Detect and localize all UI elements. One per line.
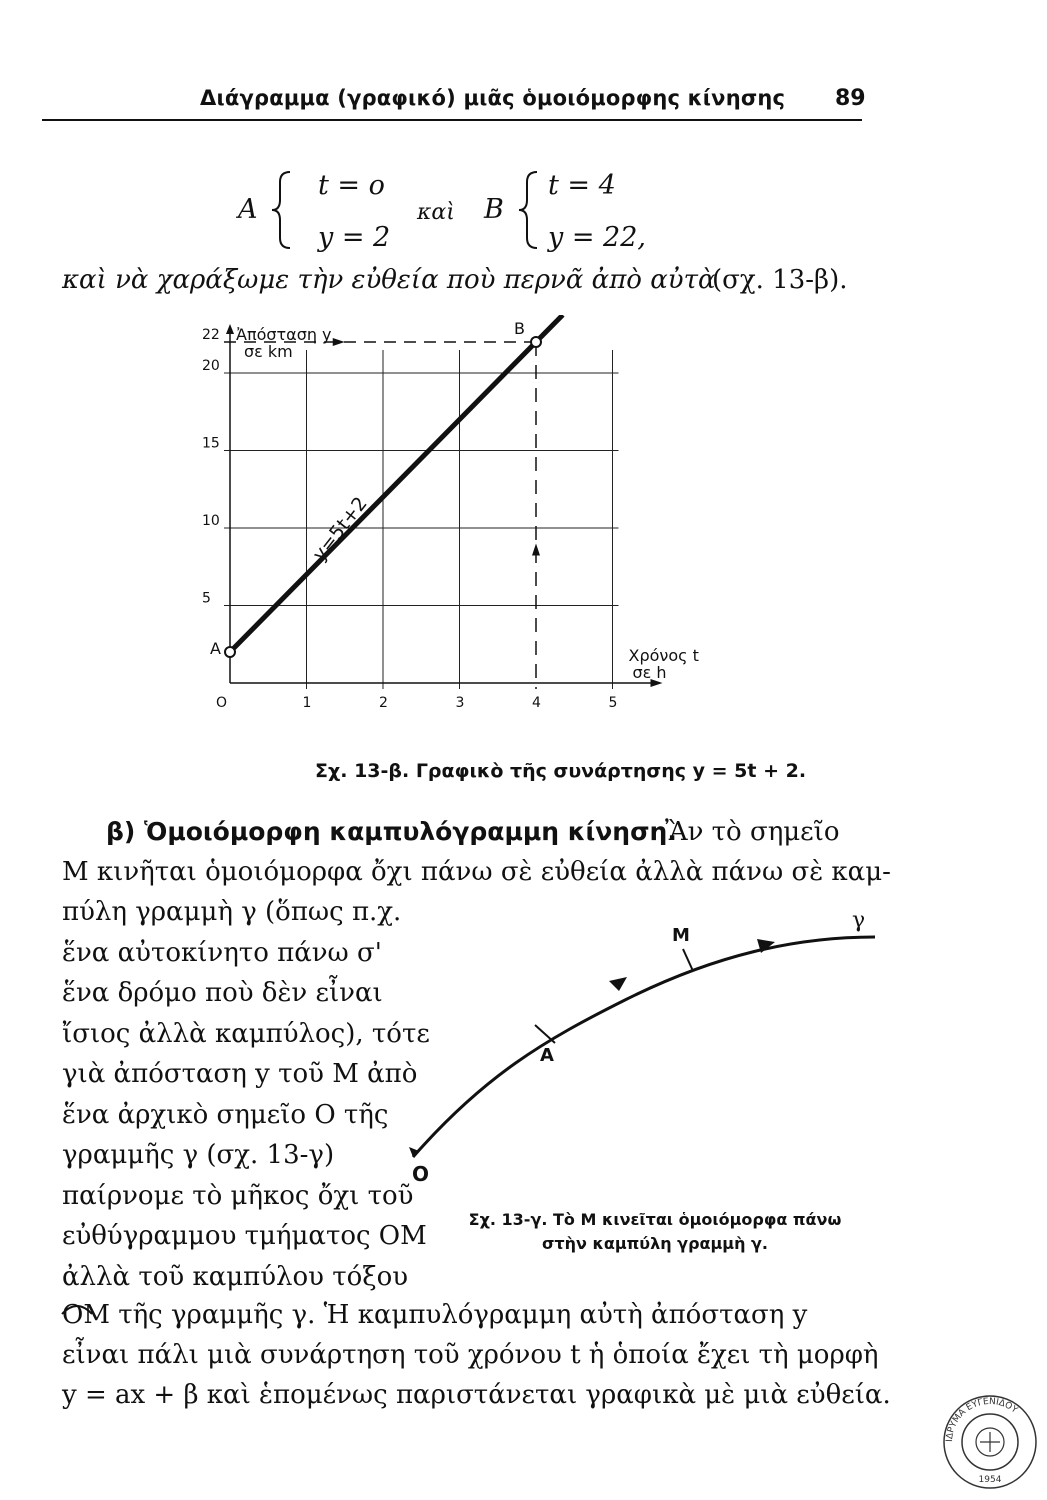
wrapped-line: γιὰ ἀπόσταση y τοῦ M ἀπὸ bbox=[62, 1059, 418, 1089]
stamp-year: 1954 bbox=[978, 1475, 1002, 1485]
figure-13b-chart bbox=[190, 315, 730, 745]
y-tick-label: 5 bbox=[202, 590, 211, 607]
point-a-y: y = 2 bbox=[318, 222, 391, 253]
x-axis-label-line1: Χρόνος t bbox=[628, 646, 699, 665]
point-label-B: B bbox=[514, 319, 525, 338]
point-b-t: t = 4 bbox=[548, 170, 616, 201]
y-tick-label: 15 bbox=[202, 435, 220, 452]
figure-13c-caption-line2: στὴν καμπύλη γραμμὴ γ. bbox=[541, 1234, 769, 1253]
closing-line: OM τῆς γραμμῆς γ. Ἡ καμπυλόγραμμη αὐτὴ ἀπόσταση y bbox=[62, 1300, 808, 1330]
point-b-y: y = 22, bbox=[548, 222, 646, 253]
curve-gamma bbox=[413, 937, 875, 1157]
intro-text: καὶ νὰ χαράξωμε τὴν εὐθεία ποὺ περνᾶ ἀπὸ αὐτὰ bbox=[62, 265, 716, 295]
point-b-label: B bbox=[484, 194, 504, 225]
wrapped-line: ἕνα αὐτοκίνητο πάνω σ' bbox=[62, 937, 382, 968]
brace-b bbox=[515, 170, 545, 250]
series-line-label: y=5t+2 bbox=[308, 492, 372, 566]
point-a-label: A bbox=[238, 194, 258, 225]
guide-arrow-up bbox=[532, 544, 540, 556]
chart-guides bbox=[224, 338, 540, 689]
chart-ticks bbox=[202, 327, 617, 711]
guide-arrow-right bbox=[333, 338, 345, 346]
wrapped-line: ἕνα ἀρχικὸ σημεῖο O τῆς bbox=[62, 1099, 389, 1130]
x-tick-label: 3 bbox=[455, 695, 465, 711]
section-b-line-0: Ἂν τὸ σημεῖο bbox=[665, 817, 840, 847]
point-label-A: A bbox=[210, 639, 221, 658]
series-line bbox=[230, 315, 563, 652]
figure-13c-curve bbox=[395, 925, 885, 1175]
curve-label-O: O bbox=[412, 1162, 430, 1186]
wrapped-line: παίρνομε τὸ μῆκος ὄχι τοῦ bbox=[62, 1180, 414, 1211]
y-tick-label: 20 bbox=[202, 358, 220, 374]
wrapped-line: γραμμῆς γ (σχ. 13-γ) bbox=[62, 1140, 335, 1170]
section-b-heading: β) Ὁμοιόμορφη καμπυλόγραμμη κίνηση. bbox=[106, 817, 677, 846]
section-b-line-1: M κινῆται ὁμοιόμορφα ὄχι πάνω σὲ εὐθεία ἀλλὰ πάνω σὲ καμ- bbox=[62, 857, 891, 887]
x-tick-label: 4 bbox=[532, 695, 541, 711]
chart-axes bbox=[226, 324, 663, 687]
foundation-stamp bbox=[940, 1392, 1040, 1492]
figure-13b-caption: Σχ. 13-β. Γραφικὸ τῆς συνάρτησης y = 5t + 2. bbox=[315, 760, 807, 782]
y-axis-arrow bbox=[226, 324, 234, 334]
y-tick-label: 10 bbox=[202, 513, 220, 529]
x-axis-label-line2: σε h bbox=[632, 663, 667, 682]
tick-M bbox=[683, 949, 693, 971]
x-tick-label: 5 bbox=[608, 695, 618, 711]
closing-line: y = ax + β καὶ ἑπομένως παριστάνεται γραφικὰ μὲ μιὰ εὐθεία. bbox=[62, 1380, 891, 1410]
stamp-text: ΙΔΡΥΜΑ ΕΥΓΕΝΙΔΟΥ bbox=[944, 1396, 1020, 1443]
and-word: καὶ bbox=[417, 200, 455, 225]
wrapped-line: ἴσιος ἀλλὰ καμπύλος), τότε bbox=[62, 1018, 430, 1049]
curve-label-gamma: γ bbox=[852, 908, 866, 933]
running-header-title: Διάγραμμα (γραφικό) μιᾶς ὁμοιόμορφης κίνησης bbox=[200, 86, 786, 110]
wrapped-line: ἀλλὰ τοῦ καμπύλου τόξου bbox=[62, 1261, 409, 1292]
curve-arrow-1 bbox=[609, 977, 627, 991]
wrapped-line: εὐθύγραμμου τμήματος OM bbox=[62, 1221, 427, 1251]
intro-figure-ref: (σχ. 13-β). bbox=[712, 265, 848, 295]
x-tick-label: 1 bbox=[302, 695, 312, 711]
series-point-B bbox=[531, 337, 541, 347]
figure-13c-caption bbox=[410, 1208, 900, 1256]
figure-13c-caption-line1: Σχ. 13-γ. Τὸ M κινεῖται ὁμοιόμορφα πάνω bbox=[468, 1210, 842, 1229]
point-a-t: t = o bbox=[318, 170, 385, 201]
y-axis-label-line1: Ἀπόσταση y bbox=[236, 325, 332, 344]
y-axis-label-line2: σε km bbox=[244, 342, 293, 361]
page-number: 89 bbox=[835, 86, 866, 111]
header-rule bbox=[42, 119, 862, 121]
wrapped-line: ἕνα δρόμο ποὺ δὲν εἶναι bbox=[62, 978, 383, 1008]
chart-grid bbox=[224, 350, 619, 689]
series-point-A bbox=[225, 647, 235, 657]
x-tick-label: O bbox=[216, 695, 228, 711]
tick-A bbox=[535, 1025, 555, 1043]
y-tick-label: 22 bbox=[202, 327, 220, 343]
brace-a bbox=[268, 170, 298, 250]
curve-label-M: M bbox=[672, 925, 690, 946]
closing-line: εἶναι πάλι μιὰ συνάρτηση τοῦ χρόνου t ἡ ὁποία ἔχει τὴ μορφὴ bbox=[62, 1340, 879, 1370]
start-arrow bbox=[409, 1147, 419, 1157]
curve-label-A: A bbox=[540, 1045, 554, 1066]
wrapped-line: πύλη γραμμὴ γ (ὅπως π.χ. bbox=[62, 897, 402, 927]
x-tick-label: 2 bbox=[379, 695, 388, 711]
